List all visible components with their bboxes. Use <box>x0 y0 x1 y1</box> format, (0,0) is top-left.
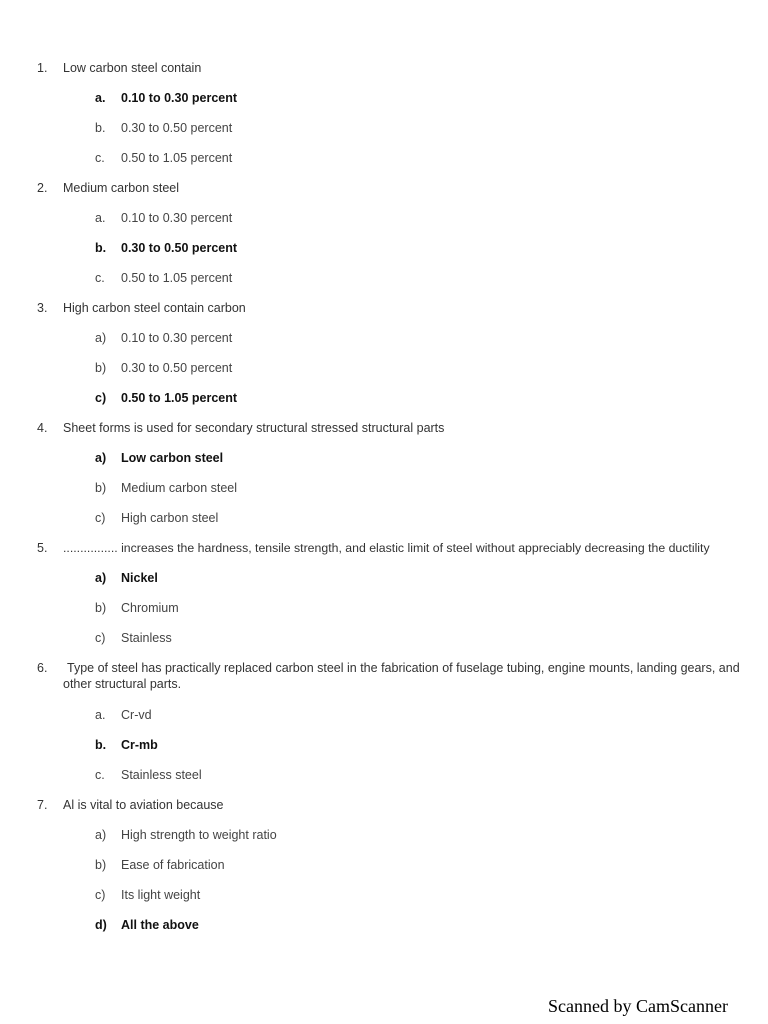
option-label: a. <box>95 211 106 225</box>
option-text: 0.50 to 1.05 percent <box>121 271 233 285</box>
option-label: a) <box>95 331 107 345</box>
option-text: Cr-mb <box>121 738 158 752</box>
option-text: Stainless <box>121 631 172 645</box>
option-label: b) <box>95 361 107 375</box>
question-text: Sheet forms is used for secondary structural stressed structural parts <box>63 421 445 435</box>
question-text: ................ increases the hardness, tensile strength, and elastic limit of steel without appreciably decreasing the ductility <box>63 541 710 555</box>
question-number: 2. <box>37 181 48 195</box>
option-label: c. <box>95 151 105 165</box>
option-label: b) <box>95 601 107 615</box>
option-label: c) <box>95 511 106 525</box>
option-text: 0.30 to 0.50 percent <box>121 241 238 255</box>
option-label: c) <box>95 631 106 645</box>
option-text: Nickel <box>121 571 158 585</box>
option-label: c) <box>95 391 107 405</box>
option-text: Stainless steel <box>121 768 202 782</box>
option-text: High strength to weight ratio <box>121 828 277 842</box>
option-text: 0.50 to 1.05 percent <box>121 151 233 165</box>
option-label: b) <box>95 481 107 495</box>
option-text: All the above <box>121 918 199 932</box>
question-text: Low carbon steel contain <box>63 61 202 75</box>
option-label: a) <box>95 571 107 585</box>
option-label: a. <box>95 91 106 105</box>
option-text: 0.10 to 0.30 percent <box>121 91 238 105</box>
question-number: 7. <box>37 798 48 812</box>
option-label: b. <box>95 121 106 135</box>
question-number: 3. <box>37 301 48 315</box>
option-label: c. <box>95 271 105 285</box>
option-label: a. <box>95 708 106 722</box>
option-text: Cr-vd <box>121 708 152 722</box>
option-text: Chromium <box>121 601 179 615</box>
option-label: c) <box>95 888 106 902</box>
question-text: High carbon steel contain carbon <box>63 301 246 315</box>
option-text: 0.30 to 0.50 percent <box>121 121 233 135</box>
question-number: 5. <box>37 541 48 555</box>
option-label: d) <box>95 918 107 932</box>
option-text: Its light weight <box>121 888 201 902</box>
question-text: Type of steel has practically replaced carbon steel in the fabrication of fuselage tubing, engine mounts, landing gears, and other structural parts. <box>63 661 740 691</box>
option-text: Ease of fabrication <box>121 858 225 872</box>
question-number: 1. <box>37 61 48 75</box>
option-label: a) <box>95 451 107 465</box>
option-label: a) <box>95 828 107 842</box>
option-label: c. <box>95 768 105 782</box>
option-text: 0.10 to 0.30 percent <box>121 331 233 345</box>
question-number: 4. <box>37 421 48 435</box>
option-text: 0.50 to 1.05 percent <box>121 391 238 405</box>
option-text: 0.10 to 0.30 percent <box>121 211 233 225</box>
scanner-watermark: Scanned by CamScanner <box>548 996 728 1016</box>
question-number: 6. <box>37 661 48 675</box>
option-label: b. <box>95 738 107 752</box>
option-text: 0.30 to 0.50 percent <box>121 361 233 375</box>
option-text: Medium carbon steel <box>121 481 238 495</box>
option-text: Low carbon steel <box>121 451 224 465</box>
question-text: Al is vital to aviation because <box>63 798 224 812</box>
option-label: b. <box>95 241 107 255</box>
question-text: Medium carbon steel <box>63 181 180 195</box>
option-label: b) <box>95 858 107 872</box>
option-text: High carbon steel <box>121 511 219 525</box>
